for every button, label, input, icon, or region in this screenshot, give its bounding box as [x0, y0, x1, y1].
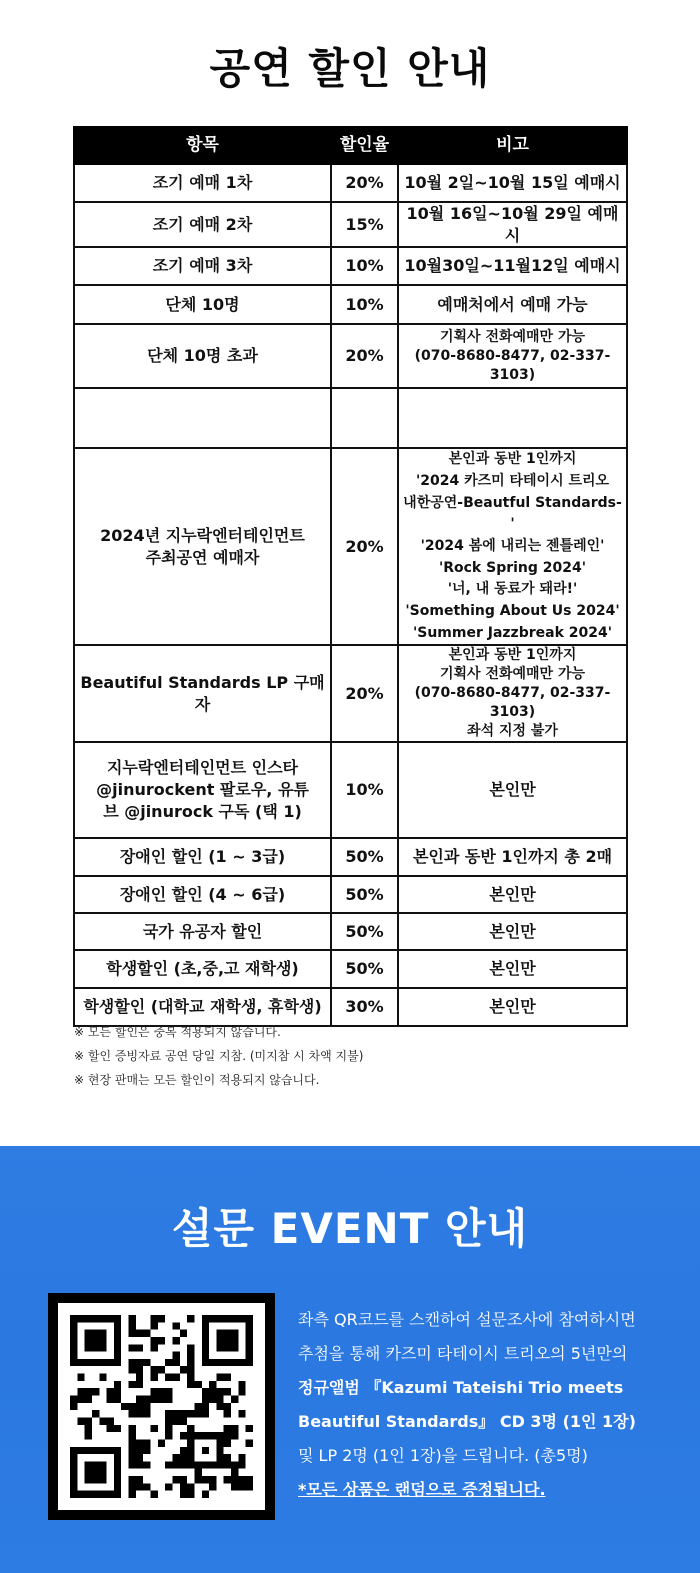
row-rate: 15% — [331, 202, 398, 247]
event-line: Beautiful Standards』 CD 3명 (1인 1장) — [298, 1412, 636, 1431]
event-line: 정규앨범 『Kazumi Tateishi Trio meets — [298, 1378, 624, 1397]
note-line: 10월30일~11월12일 예매시 — [404, 256, 621, 276]
page-title: 공연 할인 안내 — [209, 44, 491, 93]
note-line: '2024 봄에 내리는 젠틀레인' — [420, 537, 605, 554]
event-line: 및 LP 2명 (1인 1장)을 드립니다. (총5명) — [298, 1446, 588, 1465]
row-note — [398, 838, 627, 876]
qr-code — [58, 1303, 265, 1510]
note-line: (070-8680-8477, 02-337-3103) — [414, 685, 611, 721]
table-row — [74, 742, 627, 838]
note-line: 기획사 전화예매만 가능 — [440, 328, 585, 345]
row-note — [398, 448, 627, 645]
row-item: 장애인 할인 (1 ~ 3급) — [74, 838, 331, 876]
note-line: 'Rock Spring 2024' — [438, 559, 587, 576]
row-item: 국가 유공자 할인 — [74, 913, 331, 950]
row-note — [398, 876, 627, 913]
row-rate: 50% — [331, 876, 398, 913]
row-rate: 20% — [331, 164, 398, 202]
row-item: Beautiful Standards LP 구매자 — [74, 645, 331, 741]
row-rate: 10% — [331, 247, 398, 285]
event-description — [298, 1303, 678, 1507]
row-item: 지누락엔터테인먼트 인스타 @jinurockent 팔로우, 유튜브 @jinurock 구독 (택 1) — [74, 742, 331, 838]
table-row — [74, 202, 627, 247]
note-text: ※ 현장 판매는 모든 할인이 적용되지 않습니다. — [74, 1073, 320, 1087]
row-note — [398, 645, 627, 741]
table-row — [74, 950, 627, 988]
table-header-row — [74, 127, 627, 164]
table-row — [74, 913, 627, 950]
note-line: 본인만 — [489, 884, 536, 904]
note-line: 내한공연-Beautful Standards-' — [403, 494, 622, 533]
note-line: 'Summer Jazzbreak 2024' — [412, 624, 613, 641]
header-note: 비고 — [398, 127, 627, 164]
row-item: 조기 예매 1차 — [74, 164, 331, 202]
row-rate: 20% — [331, 324, 398, 388]
row-rate: 50% — [331, 913, 398, 950]
qr-code-icon — [70, 1315, 253, 1498]
event-line: 추첨을 통해 카즈미 타테이시 트리오의 5년만의 — [298, 1344, 628, 1363]
note-line: 본인만 — [489, 959, 536, 979]
event-title: 설문 EVENT 안내 — [171, 1204, 529, 1253]
note-line: 10월 2일~10월 15일 예매시 — [404, 173, 621, 193]
note-text: ※ 할인 증빙자료 공연 당일 지참. (미지참 시 차액 지불) — [74, 1049, 364, 1063]
row-rate: 30% — [331, 988, 398, 1026]
note-line: 본인만 — [489, 780, 536, 800]
header-item: 항목 — [74, 127, 331, 164]
note-line: 10월 16일~10월 29일 예매시 — [406, 204, 619, 245]
note-line: 본인과 동반 1인까지 총 2매 — [412, 847, 613, 867]
note-line: '2024 카즈미 타테이시 트리오 — [415, 472, 610, 489]
row-rate: 10% — [331, 742, 398, 838]
row-rate: 20% — [331, 448, 398, 645]
row-note — [398, 742, 627, 838]
event-line: 좌측 QR코드를 스캔하여 설문조사에 참여하시면 — [298, 1310, 636, 1329]
row-rate: 20% — [331, 645, 398, 741]
table-row — [74, 448, 627, 645]
row-item: 단체 10명 초과 — [74, 324, 331, 388]
table-row-empty — [74, 388, 627, 448]
row-item: 학생할인 (대학교 재학생, 휴학생) — [74, 988, 331, 1026]
qr-code-frame[interactable] — [48, 1293, 275, 1520]
note-line: 'Something About Us 2024' — [405, 603, 620, 619]
table-row — [74, 645, 627, 741]
note-line: 좌석 지정 불가 — [467, 722, 558, 739]
discount-table — [73, 126, 628, 1027]
note-line: 본인만 — [489, 921, 536, 941]
note-line: 예매처에서 예매 가능 — [437, 294, 588, 314]
row-item: 단체 10명 — [74, 285, 331, 324]
row-note — [398, 388, 627, 448]
row-note — [398, 988, 627, 1026]
table-row — [74, 247, 627, 285]
row-rate: 50% — [331, 950, 398, 988]
row-item: 장애인 할인 (4 ~ 6급) — [74, 876, 331, 913]
row-note — [398, 285, 627, 324]
disclaimer-notes — [74, 1020, 363, 1092]
note-line: 기획사 전화예매만 가능 — [440, 666, 585, 683]
row-note — [398, 913, 627, 950]
row-rate: 50% — [331, 838, 398, 876]
row-note — [398, 247, 627, 285]
table-row — [74, 285, 627, 324]
note-text: ※ 모든 할인은 중복 적용되지 않습니다. — [74, 1025, 281, 1039]
row-item: 조기 예매 2차 — [74, 202, 331, 247]
note-line: 본인과 동반 1인까지 — [448, 451, 577, 468]
event-line-random-notice: *모든 상품은 랜덤으로 증정됩니다. — [298, 1480, 546, 1499]
table-row — [74, 164, 627, 202]
table-row — [74, 876, 627, 913]
table-row — [74, 838, 627, 876]
row-rate — [331, 388, 398, 448]
note-line: '너, 내 동료가 돼라!' — [447, 581, 578, 598]
note-line: 본인과 동반 1인까지 — [448, 647, 577, 664]
table-row — [74, 324, 627, 388]
row-item: 학생할인 (초,중,고 재학생) — [74, 950, 331, 988]
row-rate: 10% — [331, 285, 398, 324]
note-line: 본인만 — [489, 997, 536, 1017]
row-note — [398, 324, 627, 388]
row-note — [398, 202, 627, 247]
row-note — [398, 164, 627, 202]
row-item: 2024년 지누락엔터테인먼트 주최공연 예매자 — [74, 448, 331, 645]
header-rate: 할인율 — [331, 127, 398, 164]
row-item: 조기 예매 3차 — [74, 247, 331, 285]
row-note — [398, 950, 627, 988]
note-line: (070-8680-8477, 02-337-3103) — [414, 347, 611, 383]
row-item — [74, 388, 331, 448]
